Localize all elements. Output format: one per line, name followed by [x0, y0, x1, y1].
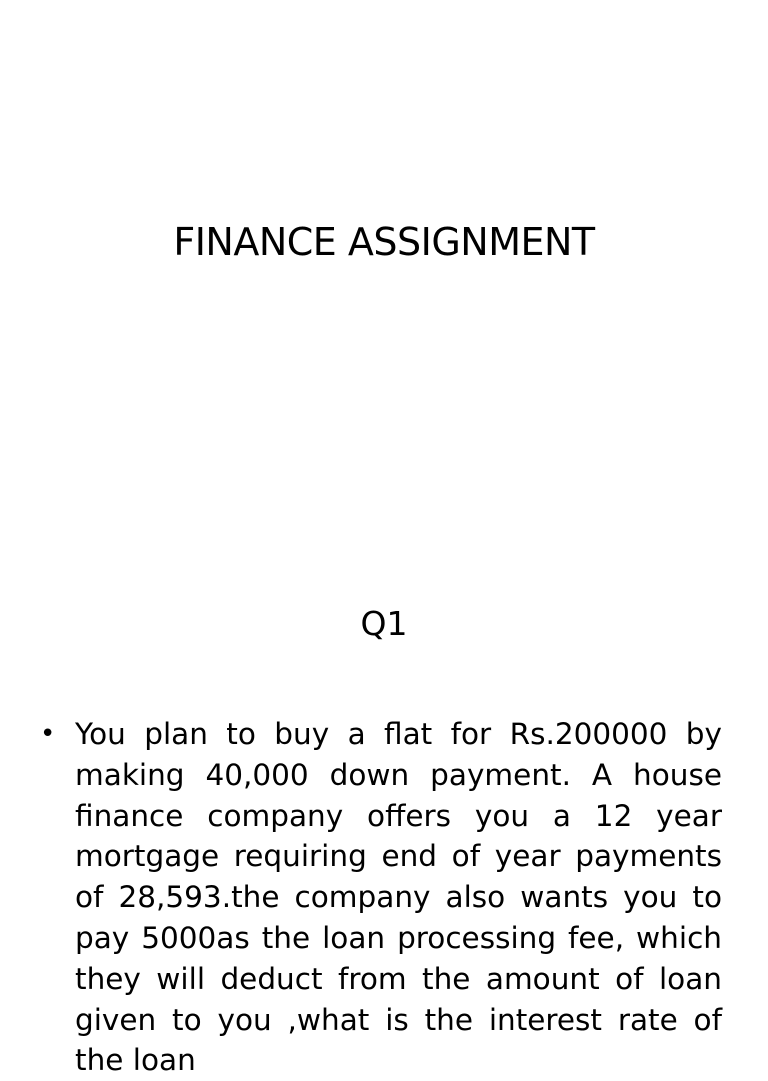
slide-title: FINANCE ASSIGNMENT	[173, 220, 595, 264]
question-text: You plan to buy a flat for Rs.200000 by making 40,000 down payment. A house finance company offers you a 12 year mortgage requiring end of year payments of 28,593.the company also wants you to pay 5000as the loan processing fee, which they will deduct from the amount of loan given to you ,what is the interest rate of the loan	[75, 717, 722, 1078]
bullet-list	[40, 714, 722, 1081]
list-item	[40, 714, 722, 1081]
bullet-icon: •	[40, 719, 56, 749]
question-heading: Q1	[360, 604, 408, 643]
